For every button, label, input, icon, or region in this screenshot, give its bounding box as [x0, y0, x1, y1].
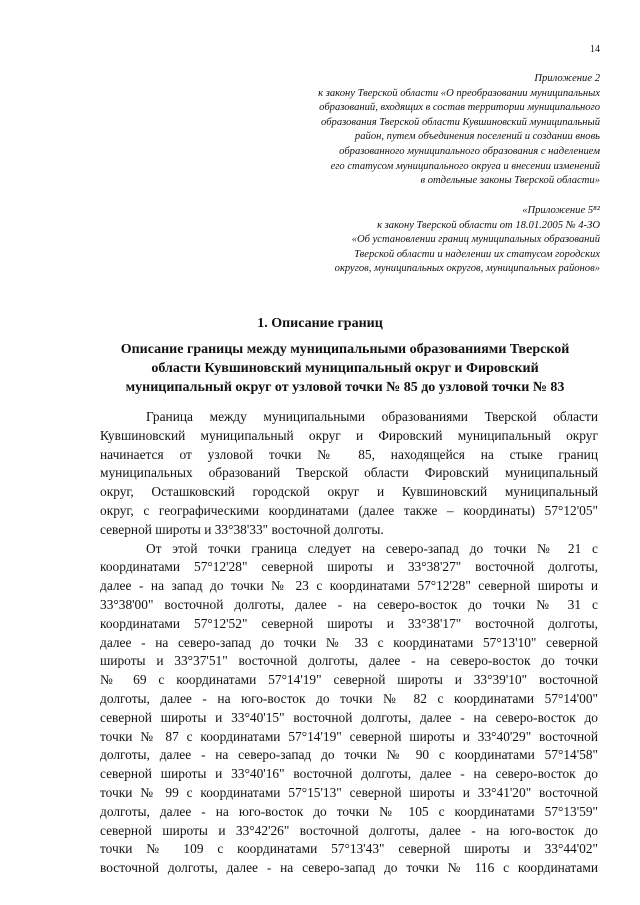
text-line: точки № 109 с координатами 57°13'43" северной широты и 33°44'02": [100, 841, 598, 857]
text-line: долготы, далее - на юго-восток до точки № 82 с координатами 57°14'00": [100, 690, 598, 706]
appendix-line: «Об установлении границ муниципальных образований: [351, 234, 600, 246]
body-text: [100, 408, 598, 878]
text-line: северной широты и 33°38'33" восточной долготы.: [100, 521, 384, 537]
text-line: Кувшиновский муниципальный округ и Фировский муниципальный округ: [100, 427, 598, 443]
appendix-line: к закону Тверской области от 18.01.2005 № 4-ЗО: [377, 219, 600, 231]
text-line: 33°38'00" восточной долготы, далее - на северо-восток до точки № 31 с: [100, 596, 598, 612]
text-line: муниципальных образований Тверской области Фировский муниципальный: [100, 465, 598, 481]
title-line: муниципальный округ от узловой точки № 85 до узловой точки № 83: [125, 380, 565, 395]
appendix-line: образований, входящих в состав территории муниципального: [319, 102, 600, 114]
appendix-line: округов, муниципальных округов, муниципальных районов»: [334, 263, 600, 275]
appendix-note-2: [240, 204, 600, 277]
paragraph-2: [100, 540, 598, 878]
text-line: далее - на запад до точки № 23 с координатами 57°12'28" северной широты и: [100, 578, 598, 594]
text-line: восточной долготы, далее - на северо-запад до точки № 116 с координатами: [100, 860, 598, 876]
text-line: № 69 с координатами 57°14'19" северной широты и 33°39'10" восточной: [100, 672, 598, 688]
page-number: 14: [590, 44, 600, 55]
appendix-line: Приложение 2: [534, 73, 600, 84]
title-line: Описание границы между муниципальными образованиями Тверской: [120, 342, 570, 357]
text-line: точки № 87 с координатами 57°14'19" северной широты и 33°40'29" восточной: [100, 728, 598, 744]
text-line: долготы, далее - на юго-восток до точки № 105 с координатами 57°13'59": [100, 803, 598, 819]
text-line: Граница между муниципальными образованиями Тверской области: [146, 409, 598, 424]
text-line: долготы, далее - на северо-запад до точки № 90 с координатами 57°14'58": [100, 747, 598, 763]
text-line: начинается от узловой точки № 85, находящейся на стыке границ: [100, 446, 598, 462]
appendix-line: район, путем объединения поселений и создании вновь: [354, 131, 600, 143]
text-line: северной широты и 33°42'26" восточной долготы, далее - на юго-восток до: [100, 822, 598, 838]
appendix-line: Тверской области и наделении их статусом городских: [354, 248, 600, 260]
appendix-line: «Приложение 5⁸²: [522, 205, 600, 216]
section-title: 1. Описание границ: [257, 316, 383, 331]
appendix-line: образованного муниципального образования с наделением: [339, 145, 600, 157]
text-line: широты и 33°37'51" восточной долготы, далее - на северо-восток до точки: [100, 653, 598, 669]
text-line: точки № 99 с координатами 57°15'13" северной широты и 33°41'20" восточной: [100, 784, 598, 800]
appendix-line: в отдельные законы Тверской области»: [420, 175, 600, 187]
text-line: округ, с географическими координатами (далее также – координаты) 57°12'05": [100, 502, 598, 518]
text-line: северной широты и 33°40'15" восточной долготы, далее - на северо-восток до: [100, 709, 598, 725]
appendix-note-1: [240, 72, 600, 189]
text-line: координатами 57°12'28" северной широты и 33°38'27" восточной долготы,: [100, 559, 598, 575]
text-line: округ, Осташковский городской округ и Кувшиновский муниципальный: [100, 484, 598, 500]
text-line: северной широты и 33°40'16" восточной долготы, далее - на северо-восток до: [100, 766, 598, 782]
text-line: координатами 57°12'52" северной широты и 33°38'17" восточной долготы,: [100, 615, 598, 631]
appendix-line: его статусом муниципального округа и внесении изменений: [330, 160, 600, 172]
appendix-line: к закону Тверской области «О преобразовании муниципальных: [318, 87, 600, 99]
boundary-description-title: [100, 340, 590, 397]
title-line: области Кувшиновский муниципальный округ и Фировский: [151, 361, 539, 376]
text-line: От этой точки граница следует на северо-запад до точки № 21 с: [146, 540, 598, 556]
paragraph-1: [100, 408, 598, 540]
text-line: далее - на северо-запад до точки № 33 с координатами 57°13'10" северной: [100, 634, 598, 650]
appendix-line: образования Тверской области Кувшиновский муниципальный: [321, 116, 600, 128]
